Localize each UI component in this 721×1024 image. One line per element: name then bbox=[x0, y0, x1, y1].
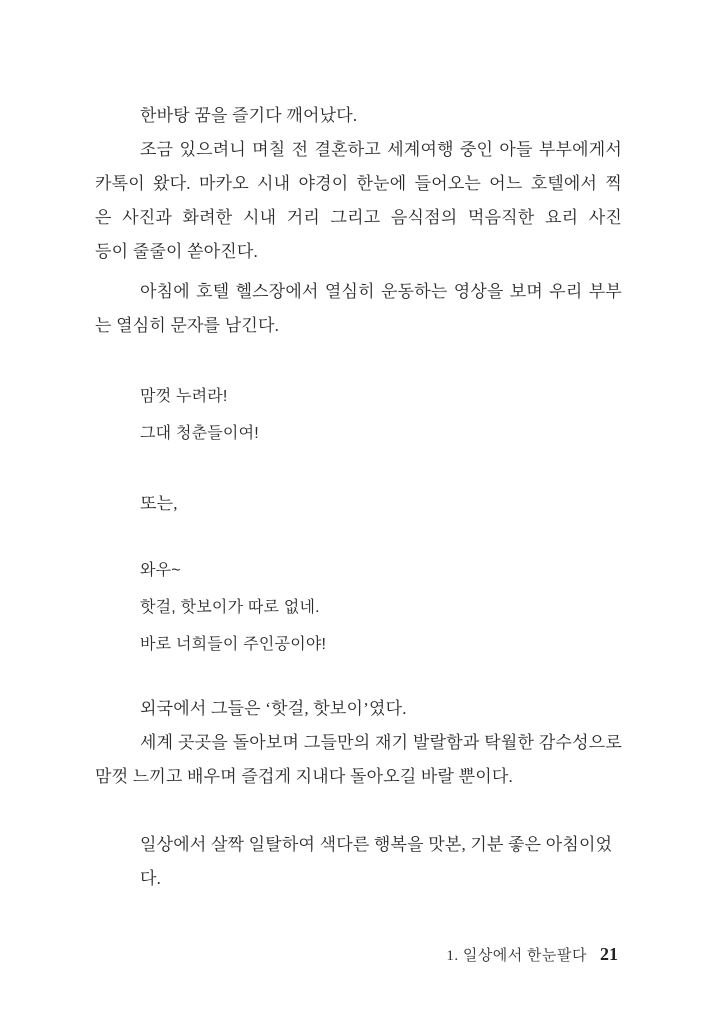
quote-line: 맘껏 누려라! bbox=[140, 388, 228, 405]
text-line: 맘껏 느끼고 배우며 즐겁게 지내다 돌아오길 바랄 뿐이다. bbox=[95, 767, 513, 786]
text-line: 외국에서 그들은 ‘핫걸, 핫보이’였다. bbox=[140, 699, 407, 718]
text-line: 또는, bbox=[140, 494, 178, 513]
text-line: 세계 곳곳을 돌아보며 그들만의 재기 발랄함과 탁월한 감수성으로 bbox=[140, 733, 622, 752]
footer-chapter-title: 1. 일상에서 한눈팔다 bbox=[446, 948, 587, 964]
text-line: 은 사진과 화려한 시내 거리 그리고 음식점의 먹음직한 요리 사진 bbox=[95, 208, 622, 227]
quote-line: 와우~ bbox=[140, 562, 181, 579]
footer-page-number: 21 bbox=[600, 944, 618, 964]
text-line: 한바탕 꿈을 즐기다 깨어났다. bbox=[140, 106, 358, 125]
body-text-column bbox=[95, 99, 622, 888]
text-line: 는 열심히 문자를 남긴다. bbox=[95, 316, 280, 335]
quote-line: 핫걸, 핫보이가 따로 없네. bbox=[140, 599, 320, 616]
text-line: 카톡이 왔다. 마카오 시내 야경이 한눈에 들어오는 어느 호텔에서 찍 bbox=[95, 174, 622, 193]
text-line: 조금 있으려니 며칠 전 결혼하고 세계여행 중인 아들 부부에게서 bbox=[140, 140, 622, 159]
text-line: 등이 줄줄이 쏟아진다. bbox=[95, 242, 258, 261]
text-line: 아침에 호텔 헬스장에서 열심히 운동하는 영상을 보며 우리 부부 bbox=[140, 282, 622, 301]
quote-line: 그대 청춘들이여! bbox=[140, 425, 259, 442]
page-footer bbox=[446, 944, 618, 965]
text-line: 일상에서 살짝 일탈하여 색다른 행복을 맛본, 기분 좋은 아침이었다. bbox=[140, 835, 613, 888]
quote-line: 바로 너희들이 주인공이야! bbox=[140, 636, 327, 653]
